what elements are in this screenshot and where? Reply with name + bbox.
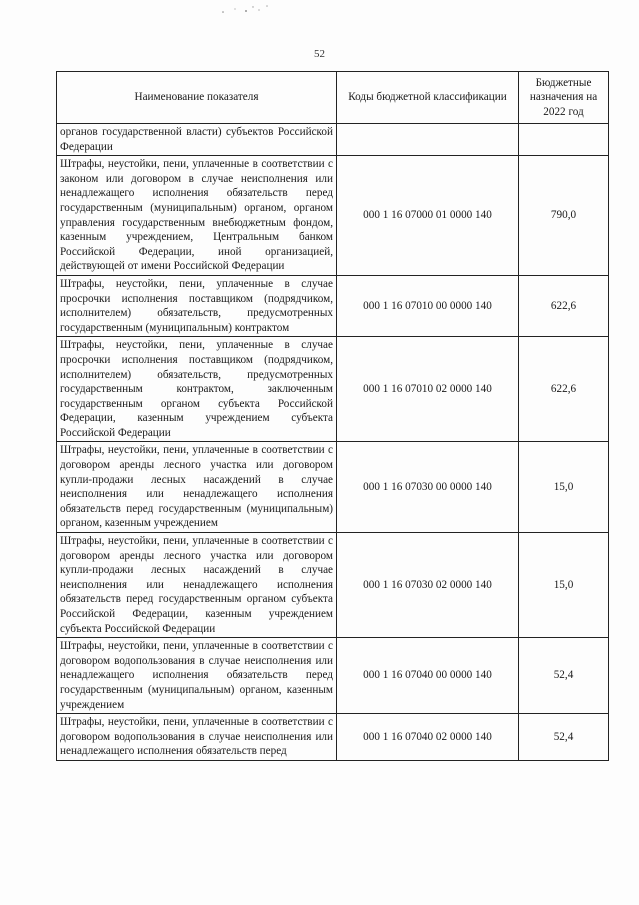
row-name: Штрафы, неустойки, пени, уплаченные в соответствии с договором водопользования в случае неисполнения или ненадлежащего исполнения обязательств перед государственным (муниципальным) органом, казенным учреждением [57, 638, 337, 714]
table-row [57, 156, 609, 276]
row-amount: 52,4 [519, 714, 609, 761]
row-code: 000 1 16 07040 02 0000 140 [337, 714, 519, 761]
row-amount: 622,6 [519, 275, 609, 336]
row-name: органов государственной власти) субъектов Российской Федерации [57, 124, 337, 156]
row-name: Штрафы, неустойки, пени, уплаченные в случае просрочки исполнения поставщиком (подрядчиком, исполнителем) обязательств, предусмотренных государственным (муниципальным) контрактом [57, 275, 337, 336]
table-row [57, 124, 609, 156]
row-amount [519, 124, 609, 156]
row-name: Штрафы, неустойки, пени, уплаченные в соответствии с договором аренды лесного участка или договором купли-продажи лесных насаждений в случае неисполнения или ненадлежащего исполнения обязательств перед государственным (муниципальным) органом, казенным учреждением [57, 442, 337, 533]
header-code: Коды бюджетной классификации [337, 72, 519, 124]
budget-table [56, 71, 609, 761]
row-code: 000 1 16 07010 00 0000 140 [337, 275, 519, 336]
row-code: 000 1 16 07010 02 0000 140 [337, 337, 519, 442]
table-row [57, 714, 609, 761]
table-row [57, 337, 609, 442]
row-amount: 15,0 [519, 533, 609, 638]
page-number: 52 [314, 48, 325, 60]
row-amount: 15,0 [519, 442, 609, 533]
row-amount: 52,4 [519, 638, 609, 714]
table-row [57, 442, 609, 533]
row-code: 000 1 16 07000 01 0000 140 [337, 156, 519, 276]
table-row [57, 533, 609, 638]
row-amount: 622,6 [519, 337, 609, 442]
row-name: Штрафы, неустойки, пени, уплаченные в соответствии с договором аренды лесного участка или договором купли-продажи лесных насаждений в случае неисполнения или ненадлежащего исполнения обязательств перед государственным органом субъекта Российской Федерации, казенным учреждением субъекта Российской Федерации [57, 533, 337, 638]
row-name: Штрафы, неустойки, пени, уплаченные в случае просрочки исполнения поставщиком (подрядчиком, исполнителем) обязательств, предусмотренных государственным контрактом, заключенным государственным органом субъекта Российской Федерации, казенным учреждением субъекта Российской Федерации [57, 337, 337, 442]
row-name: Штрафы, неустойки, пени, уплаченные в соответствии с договором водопользования в случае неисполнения или ненадлежащего исполнения обязательств перед [57, 714, 337, 761]
table-header-row [57, 72, 609, 124]
table-row [57, 638, 609, 714]
header-amount: Бюджетные назначения на 2022 год [519, 72, 609, 124]
scan-specks [215, 2, 275, 18]
row-amount: 790,0 [519, 156, 609, 276]
row-name: Штрафы, неустойки, пени, уплаченные в соответствии с законом или договором в случае неисполнения или ненадлежащего исполнения обязательств перед государственным (муниципальным) органом, органом управления государственным внебюджетным фондом, казенным учреждением, Центральным банком Российской Федерации, иной организацией, действующей от имени Российской Федерации [57, 156, 337, 276]
row-code: 000 1 16 07030 02 0000 140 [337, 533, 519, 638]
table-row [57, 275, 609, 336]
header-name: Наименование показателя [57, 72, 337, 124]
row-code: 000 1 16 07030 00 0000 140 [337, 442, 519, 533]
row-code [337, 124, 519, 156]
row-code: 000 1 16 07040 00 0000 140 [337, 638, 519, 714]
